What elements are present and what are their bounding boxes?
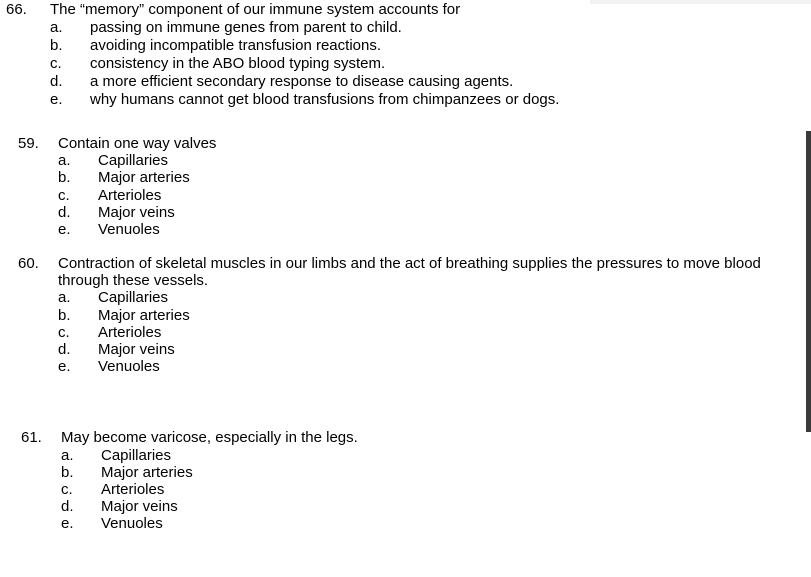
- question-number: 59.: [18, 135, 39, 152]
- option-text: Venuoles: [101, 515, 163, 532]
- option-letter: d.: [50, 73, 63, 90]
- option-text: Major arteries: [98, 169, 190, 186]
- option-letter: c.: [50, 55, 62, 72]
- option-letter: b.: [58, 169, 71, 186]
- option-text: passing on immune genes from parent to child.: [90, 19, 402, 36]
- option-text: why humans cannot get blood transfusions from chimpanzees or dogs.: [90, 91, 560, 108]
- option-letter: c.: [58, 324, 70, 341]
- top-edge-bar: [590, 0, 811, 4]
- option-text: Capillaries: [98, 289, 169, 306]
- option-text: Capillaries: [101, 447, 172, 464]
- scrollbar-edge[interactable]: [806, 131, 811, 432]
- option-letter: d.: [61, 498, 74, 515]
- option-letter: e.: [58, 358, 71, 375]
- option-letter: a.: [58, 289, 71, 306]
- option-letter: c.: [61, 481, 73, 498]
- option-text: Major arteries: [98, 307, 190, 324]
- option-text: Arterioles: [98, 187, 162, 204]
- option-letter: a.: [58, 152, 71, 169]
- option-text: Capillaries: [98, 152, 169, 169]
- option-text: Arterioles: [101, 481, 165, 498]
- option-text: Major arteries: [101, 464, 193, 481]
- option-letter: a.: [61, 447, 74, 464]
- option-text: avoiding incompatible transfusion reactions.: [90, 37, 381, 54]
- question-text: Contraction of skeletal muscles in our limbs and the act of breathing supplies the pressures to move blood through these vessels.: [58, 255, 761, 289]
- option-text: a more efficient secondary response to disease causing agents.: [90, 73, 514, 90]
- option-text: Venuoles: [98, 358, 160, 375]
- option-text: consistency in the ABO blood typing system.: [90, 55, 386, 72]
- question-text: Contain one way valves: [58, 135, 217, 152]
- option-letter: b.: [58, 307, 71, 324]
- option-text: Major veins: [98, 204, 175, 221]
- option-letter: d.: [58, 341, 71, 358]
- option-text: Major veins: [98, 341, 175, 358]
- question-text: The “memory” component of our immune system accounts for: [50, 1, 461, 18]
- option-letter: d.: [58, 204, 71, 221]
- question-number: 66.: [6, 1, 27, 18]
- option-text: Venuoles: [98, 221, 160, 238]
- option-letter: c.: [58, 187, 70, 204]
- option-letter: e.: [50, 91, 63, 108]
- option-letter: b.: [50, 37, 63, 54]
- question-number: 60.: [18, 255, 39, 272]
- question-number: 61.: [21, 429, 42, 446]
- option-text: Major veins: [101, 498, 178, 515]
- question-text: May become varicose, especially in the legs.: [61, 429, 358, 446]
- option-letter: b.: [61, 464, 74, 481]
- option-letter: a.: [50, 19, 63, 36]
- option-letter: e.: [58, 221, 71, 238]
- option-text: Arterioles: [98, 324, 162, 341]
- option-letter: e.: [61, 515, 74, 532]
